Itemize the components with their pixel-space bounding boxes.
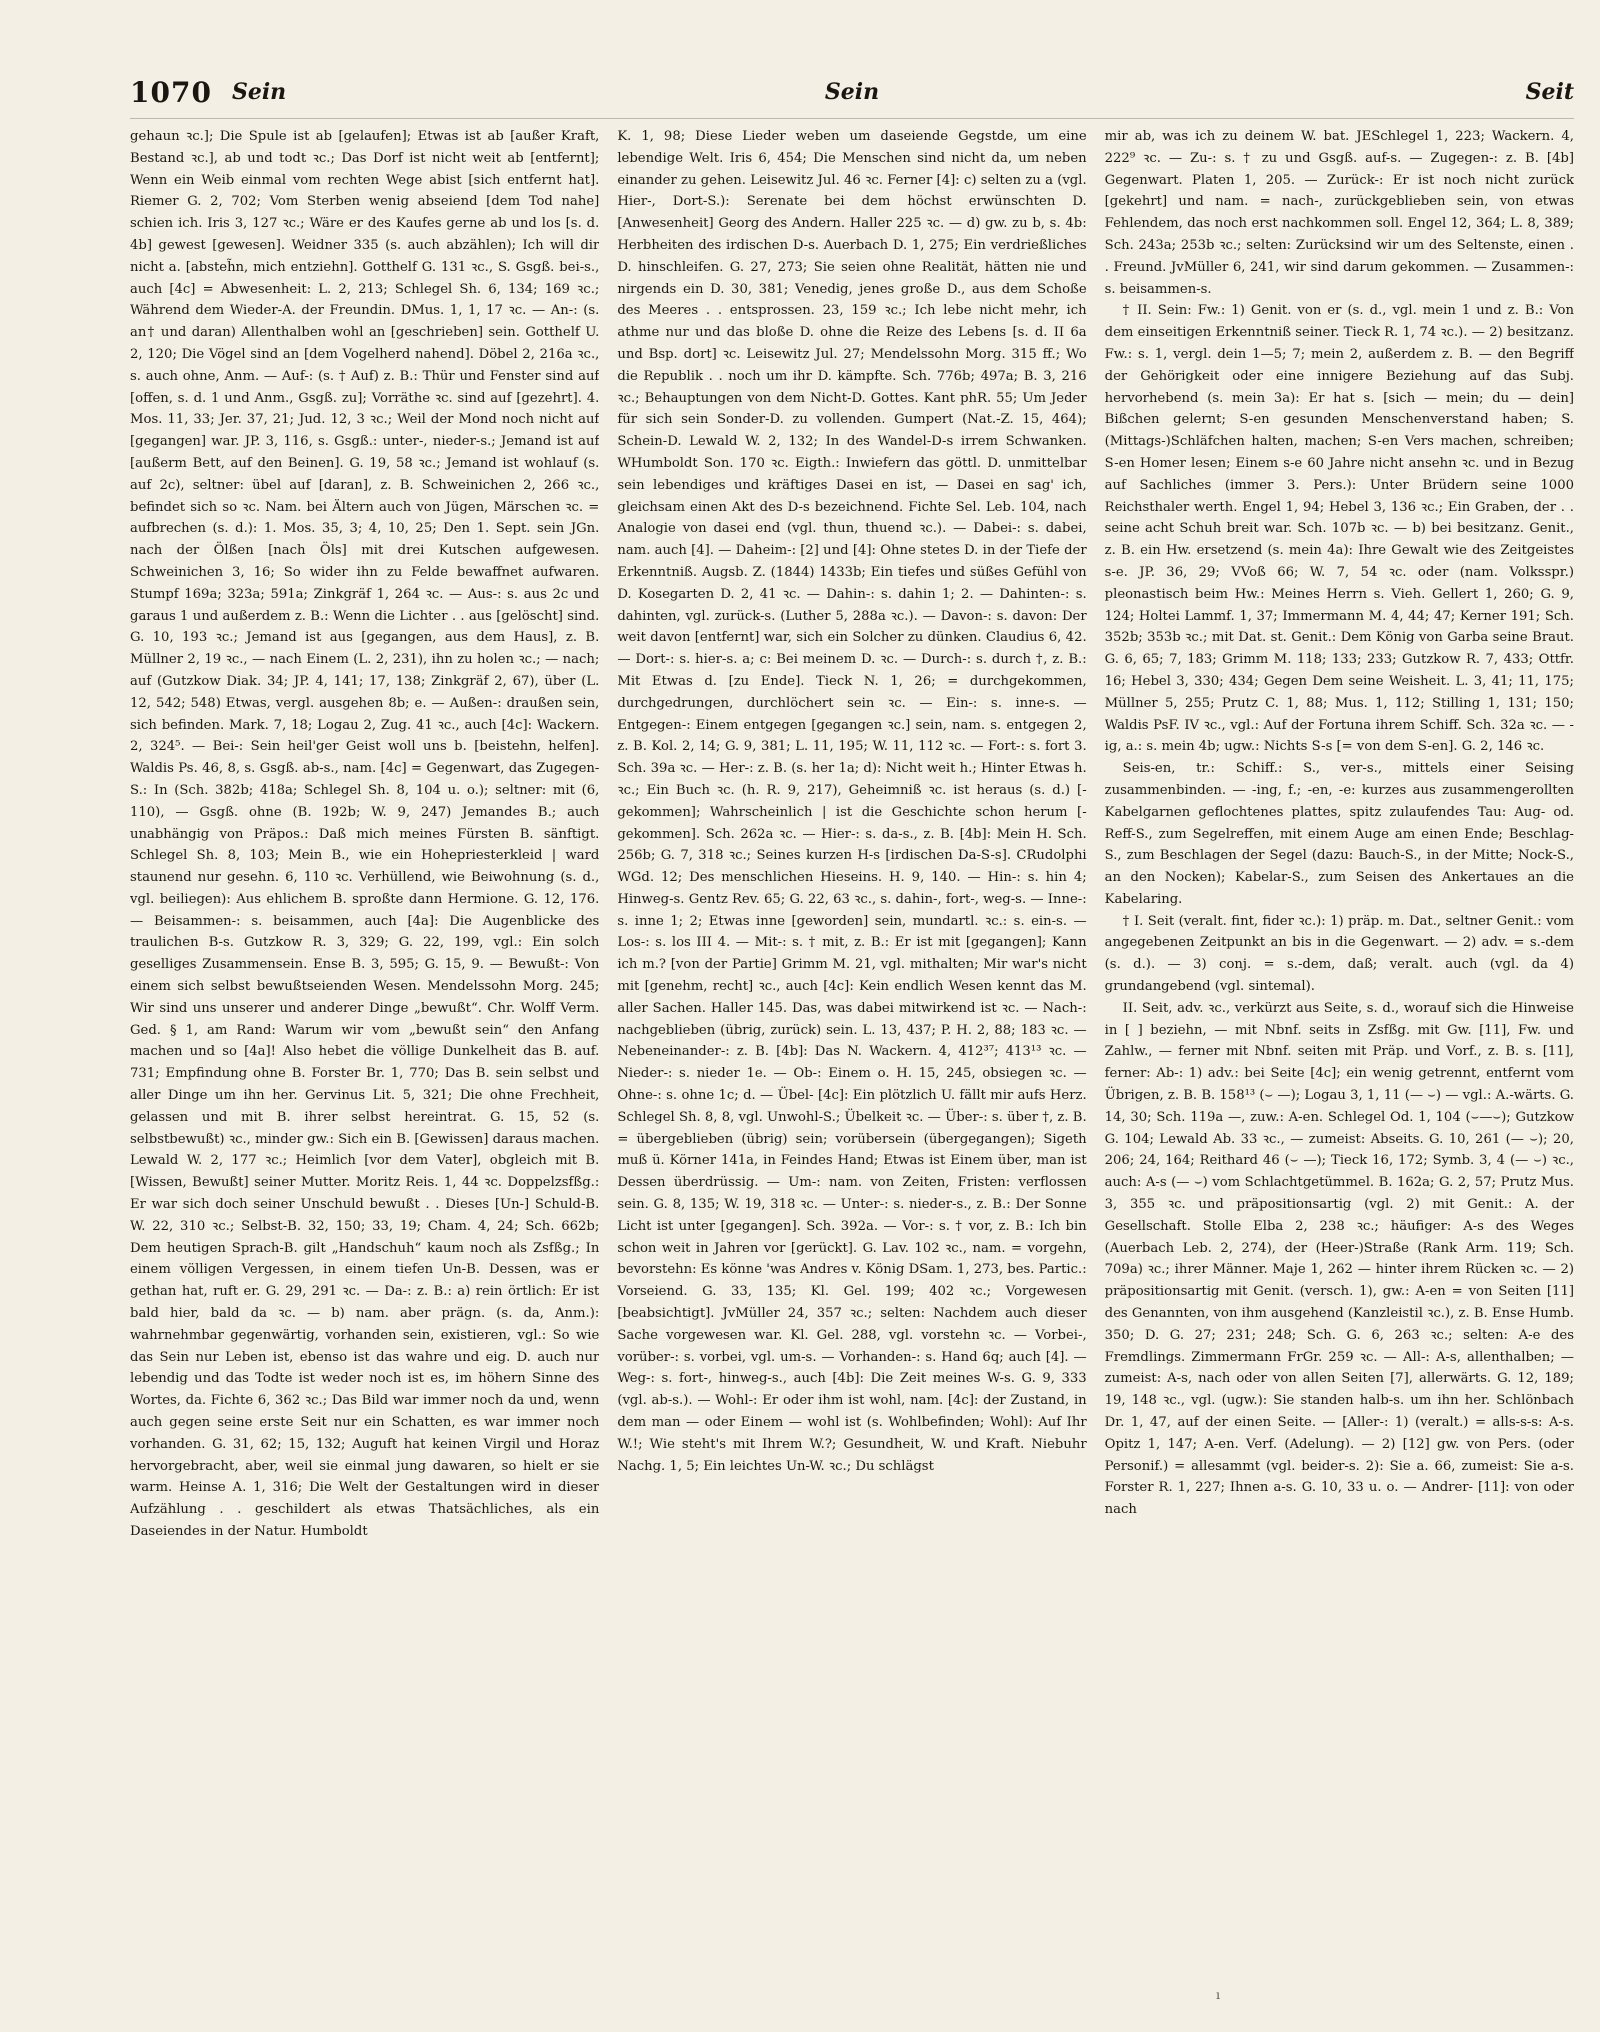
text-columns — [130, 126, 1574, 2012]
column-text: gehaun ꝛc.]; Die Spule ist ab [gelaufen]; Etwas ist ab [außer Kraft, Bestand ꝛc.], ab und todt ꝛc.; Das Dorf ist nicht weit ab [entfernt]; Wenn ein Weib einmal vom rechten Wege abist [sich entfernt hat]. Riemer G. 2, 702; Vom Sterben wenig abseiend [dem Tod nahe] schien ich. Iris 3, 127 ꝛc.; Wäre er des Kaufes gerne ab und los [s. d. 4b] gewest [gewesen]. Weidner 335 (s. auch abzählen); Ich will dir nicht a. [absteh̃n, mich entziehn]. Gotthelf G. 131 ꝛc., S. Gsgß. bei-s., auch [4c] = Abwesenheit: L. 2, 213; Schlegel Sh. 6, 134; 169 ꝛc.; Während dem Wieder-A. der Freundin. DMus. 1, 1, 17 ꝛc. — An-: (s. an† und daran) Allenthalben wohl an [geschrieben] sein. Gotthelf U. 2, 120; Die Vögel sind an [dem Vogelherd nahend]. Döbel 2, 216a ꝛc., s. auch ohne, Anm. — Auf-: (s. † Auf) z. B.: Thür und Fenster sind auf [offen, s. d. 1 und Anm., Gsgß. zu]; Vorräthe ꝛc. sind auf [gezehrt]. 4. Mos. 11, 33; Jer. 37, 21; Jud. 12, 3 ꝛc.; Weil der Mond noch nicht auf [gegangen] war. JP. 3, 116, s. Gsgß.: unter-, nieder-s.; Jemand ist auf [außerm Bett, auf den Beinen]. G. 19, 58 ꝛc.; Jemand ist wohlauf (s. auf 2c), seltner: übel auf [daran], z. B. Schweinichen 2, 266 ꝛc., befindet sich so ꝛc. Nam. bei Ältern auch von Jügen, Märschen ꝛc. = aufbrechen (s. d.): 1. Mos. 35, 3; 4, 10, 25; Den 1. Sept. sein JGn. nach der Ölßen [nach Öls] mit drei Kutschen aufgewesen. Schweinichen 3, 16; So wider ihn zu Felde bewaffnet aufwaren. Stumpf 169a; 323a; 591a; Zinkgräf 1, 264 ꝛc. — Aus-: s. aus 2c und garaus 1 und außerdem z. B.: Wenn die Lichter . . aus [gelöscht] sind. G. 10, 193 ꝛc.; Jemand ist aus [gegangen, aus dem Haus], z. B. Müllner 2, 19 ꝛc., — nach Einem (L. 2, 231), ihn zu holen ꝛc.; — nach; auf (Gutzkow Diak. 34; JP. 4, 141; 17, 138; Zinkgräf 2, 67), über (L. 12, 542; 548) Etwas, vergl. ausgehen 8b; e. — Außen-: draußen sein, sich befinden. Mark. 7, 18; Logau 2, Zug. 41 ꝛc., auch [4c]: Wackern. 2, 324⁵. — Bei-: Sein heil'ger Geist woll uns b. [beistehn, helfen]. Waldis Ps. 46, 8, s. Gsgß. ab-s., nam. [4c] = Gegenwart, das Zugegen-S.: In (Sch. 382b; 418a; Schlegel Sh. 8, 104 u. o.); seltner: mit (6, 110), — Gsgß. ohne (B. 192b; W. 9, 247) Jemandes B.; auch unabhängig von Präpos.: Daß mich meines Fürsten B. sänftigt. Schlegel Sh. 8, 103; Mein B., wie ein Hohepriesterkleid | ward staunend nur gesehn. 6, 110 ꝛc. Verhüllend, wie Beiwohnung (s. d., vgl. beiliegen): Aus ehlichem B. sproßte dann Hermione. G. 12, 176. — Beisammen-: s. beisammen, auch [4a]: Die Augenblicke des traulichen B-s. Gutzkow R. 3, 329; G. 22, 199, vgl.: Ein solch geselliges Zusammensein. Ense B. 3, 595; G. 15, 9. — Bewußt-: Von einem sich selbst bewußtseienden Wesen. Mendelssohn Morg. 245; Wir sind uns unserer und anderer Dinge „bewußt“. Chr. Wolff Verm. Ged. § 1, am Rand: Warum wir vom „bewußt sein“ den Anfang machen und so [4a]! Also hebet die völlige Dunkelheit das B. auf. 731; Empfindung ohne B. Forster Br. 1, 770; Das B. sein selbst und aller Dinge um ihn her. Gervinus Lit. 5, 321; Die ohne Frechheit, gelassen und mit B. ihrer selbst hereintrat. G. 15, 52 (s. selbstbewußt) ꝛc., minder gw.: Sich ein B. [Gewissen] daraus machen. Lewald W. 2, 177 ꝛc.; Heimlich [vor dem Vater], obgleich mit B. [Wissen, Bewußt] seiner Mutter. Moritz Reis. 1, 44 ꝛc. Doppelzsfßg.: Er war sich doch seiner Unschuld bewußt . . Dieses [Un-] Schuld-B. W. 22, 310 ꝛc.; Selbst-B. 32, 150; 33, 19; Cham. 4, 24; Sch. 662b; Dem heutigen Sprach-B. gilt „Handschuh“ kaum noch als Zsfßg.; In einem völligen Vergessen, in einem tiefen Un-B. Dessen, was er gethan hat, ruft er. G. 29, 291 ꝛc. — Da-: z. B.: a) rein örtlich: Er ist bald hier, bald da ꝛc. — b) nam. aber prägn. (s. da, Anm.): wahrnehmbar gegenwärtig, vorhanden sein, existieren, vgl.: So wie das Sein nur Leben ist, ebenso ist das wahre und eig. D. auch nur lebendig und das Todte ist weder noch ist es, im höhern Sinne des Wortes, da. Fichte 6, 362 ꝛc.; Das Bild war immer noch da und, wenn auch gegen seine erste Seit nur ein Schatten, es war immer noch vorhanden. G. 31, 62; 15, 132; Auguft hat keinen Virgil und Horaz hervorgebracht, aber, weil sie einmal jung dawaren, so hielt er sie warm. Heinse A. 1, 316; Die Welt der Gestaltungen wird in dieser Aufzählung . . geschildert als etwas Thatsächliches, als ein Daseiendes in der Natur. Humboldt — [130, 129, 600, 1539]
column-text: K. 1, 98; Diese Lieder weben um daseiende Gegstde, um eine lebendige Welt. Iris 6, 454; Die Menschen sind nicht da, um neben einander zu gehen. Leisewitz Jul. 46 ꝛc. Ferner [4]: c) selten zu a (vgl. Hier-, Dort-S.): Serenate bei dem höchst erwünschten D. [Anwesenheit] Georg des Andern. Haller 225 ꝛc. — d) gw. zu b, s. 4b: Herbheiten des irdischen D-s. Auerbach D. 1, 275; Ein verdrießliches D. hinschleifen. G. 27, 273; Sie seien ohne Realität, hätten nie und nirgends ein D. 30, 381; Venedig, jenes große D., aus dem Schoße des Meeres . . entsprossen. 23, 159 ꝛc.; Ich lebe nicht mehr, ich athme nur und das bloße D. ohne die Reize des Lebens [s. d. II 6a und Bsp. dort] ꝛc. Leisewitz Jul. 27; Mendelssohn Morg. 315 ff.; Wo die Republik . . noch um ihr D. kämpfte. Sch. 776b; 497a; B. 3, 216 ꝛc.; Behauptungen von dem Nicht-D. Gottes. Kant phR. 55; Um Jeder für sich sein Sonder-D. zu vollenden. Gumpert (Nat.-Z. 15, 464); Schein-D. Lewald W. 2, 132; In des Wandel-D-s irrem Schwanken. WHumboldt Son. 170 ꝛc. Eigth.: Inwiefern das göttl. D. unmittelbar sein lebendiges und kräftiges Dasei en ist, — Dasei en sag' ich, gleichsam einen Akt des D-s bezeichnend. Fichte Sel. Leb. 104, nach Analogie von dasei end (vgl. thun, thuend ꝛc.). — Dabei-: s. dabei, nam. auch [4]. — Daheim-: [2] und [4]: Ohne stetes D. in der Tiefe der Erkenntniß. Augsb. Z. (1844) 1433b; Ein tiefes und süßes Gefühl von D. Kosegarten D. 2, 41 ꝛc. — Dahin-: s. dahin 1; 2. — Dahinten-: s. dahinten, vgl. zurück-s. (Luther 5, 288a ꝛc.). — Davon-: s. davon: Der weit davon [entfernt] war, sich ein Solcher zu dünken. Claudius 6, 42. — Dort-: s. hier-s. a; c: Bei meinem D. ꝛc. — Durch-: s. durch †, z. B.: Mit Etwas d. [zu Ende]. Tieck N. 1, 26; = durchgekommen, durchgedrungen, durchlöchert sein ꝛc. — Ein-: s. inne-s. — Entgegen-: Einem entgegen [gegangen ꝛc.] sein, nam. s. entgegen 2, z. B. Kol. 2, 14; G. 9, 381; L. 11, 195; W. 11, 112 ꝛc. — Fort-: s. fort 3. Sch. 39a ꝛc. — Her-: z. B. (s. her 1a; d): Nicht weit h.; Hinter Etwas h. ꝛc.; Ein Buch ꝛc. (h. R. 9, 217), Geheimniß ꝛc. ist heraus (s. d.) [-gekommen]; Wahrscheinlich | ist die Geschichte schon herum [-gekommen]. Sch. 262a ꝛc. — Hier-: s. da-s., z. B. [4b]: Mein H. Sch. 256b; G. 7, 318 ꝛc.; Seines kurzen H-s [irdischen Da-S-s]. CRudolphi WGd. 12; Des menschlichen Hieseins. H. 9, 140. — Hin-: s. hin 4; Hinweg-s. Gentz Rev. 65; G. 22, 63 ꝛc., s. dahin-, fort-, weg-s. — Inne-: s. inne 1; 2; Etwas inne [geworden] sein, mundartl. ꝛc.: s. ein-s. — Los-: s. los III 4. — Mit-: s. † mit, z. B.: Er ist mit [gegangen]; Kann ich m.? [von der Partie] Grimm M. 21, vgl. mithalten; Mir war's nicht mit [genehm, recht] ꝛc., auch [4c]: Kein endlich Wesen kennt das M. aller Sachen. Haller 145. Das, was dabei mitwirkend ist ꝛc. — Nach-: nachgeblieben (übrig, zurück) sein. L. 13, 437; P. H. 2, 88; 183 ꝛc. — Nebeneinander-: z. B. [4b]: Das N. Wackern. 4, 412³⁷; 413¹³ ꝛc. — Nieder-: s. nieder 1e. — Ob-: Einem o. H. 15, 245, obsiegen ꝛc. — Ohne-: s. ohne 1c; d. — Übel- [4c]: Ein plötzlich U. fällt mir aufs Herz. Schlegel Sh. 8, 8, vgl. Unwohl-S.; Übelkeit ꝛc. — Über-: s. über †, z. B. = übergeblieben (übrig) sein; vorübersein (übergegangen); Sigeth muß ü. Körner 141a, in Feindes Hand; Etwas ist Einem über, man ist Dessen überdrüssig. — Um-: nam. von Zeiten, Fristen: verflossen sein. G. 8, 135; W. 19, 318 ꝛc. — Unter-: s. nieder-s., z. B.: Der Sonne Licht ist unter [gegangen]. Sch. 392a. — Vor-: s. † vor, z. B.: Ich bin schon weit in Jahren vor [gerückt]. G. Lav. 102 ꝛc., nam. = vorgehn, bevorstehn: Es könne 'was Andres v. König DSam. 1, 273, bes. Partic.: Vorseiend. G. 33, 135; Kl. Gel. 199; 402 ꝛc.; Vorgewesen [beabsichtigt]. JvMüller 24, 357 ꝛc.; selten: Nachdem auch dieser Sache vorgewesen war. Kl. Gel. 288, vgl. vorstehn ꝛc. — Vorbei-, vorüber-: s. vorbei, vgl. um-s. — Vorhanden-: s. Hand 6q; auch [4]. — Weg-: s. fort-, hinweg-s., auch [4b]: Die Zeit meines W-s. G. 9, 333 (vgl. ab-s.). — Wohl-: Er oder ihm ist wohl, nam. [4c]: der Zustand, in dem man — oder Einem — wohl ist (s. Wohlbefinden; Wohl): Auf Ihr W.!; Wie steht's mit Ihrem W.?; Gesundheit, W. und Kraft. Niebuhr Nachg. 1, 5; Ein leichtes Un-W. ꝛc.; Du schlägst — [617, 129, 1087, 1474]
entry-seit-i: † I. Seit (veralt. fint, fider ꝛc.): 1) präp. m. Dat., seltner Genit.: vom angegebenen Zeitpunkt an bis in die Gegenwart. — 2) adv. = s.-dem (s. d.). — 3) conj. = s.-dem, daß; veralt. auch (vgl. da 4) grundangebend (vgl. sintemal). — [1104, 913, 1574, 995]
column-middle — [617, 126, 1086, 2012]
entry-sein-ii: † II. Sein: Fw.: 1) Genit. von er (s. d., vgl. mein 1 und z. B.: Von dem einseitigen Erkenntniß seiner. Tieck R. 1, 74 ꝛc.). — 2) besitzanz. Fw.: s. 1, vergl. dein 1—5; 7; mein 2, außerdem z. B. — den Begriff der Gehörigkeit oder eine innigere Beziehung auf das Subj. hervorhebend (s. mein 3a): Er hat s. [sich — mein; du — dein] Bißchen gelernt; S-en gesunden Menschenverstand haben; S. (Mittags-)Schläfchen halten, machen; S-en Vers machen, schreiben; S-en Homer lesen; Einem s-e 60 Jahre nicht ansehn ꝛc. und in Bezug auf Sachliches (immer 3. Pers.): Unter Brüdern seine 1000 Reichsthaler werth. Engel 1, 94; Hebel 3, 136 ꝛc.; Ein Graben, der . . seine acht Schuh breit war. Sch. 107b ꝛc. — b) bei besitzanz. Genit., z. B. ein Hw. ersetzend (s. mein 4a): Ihre Gewalt wie des Zeitgeistes s-e. JP. 36, 29; VVoß 66; W. 7, 54 ꝛc. oder (nam. Volksspr.) pleonastisch beim Hw.: Meines Herrn s. Vieh. Gellert 1, 260; G. 9, 124; Holtei Lammf. 1, 37; Immermann M. 4, 44; 47; Kerner 191; Sch. 352b; 353b ꝛc.; mit Dat. st. Genit.: Dem König von Garba seine Braut. G. 6, 65; 7, 183; Grimm M. 118; 133; 233; Gutzkow R. 7, 433; Ottfr. 16; Hebel 3, 330; 434; Gegen Dem seine Weisheit. L. 3, 41; 11, 175; Müllner 5, 255; Prutz C. 1, 88; Mus. 1, 112; Stilling 1, 131; 150; Waldis PsF. IV ꝛc., vgl.: Auf der Fortuna ihrem Schiff. Sch. 32a ꝛc. — -ig, a.: s. mein 4b; ugw.: Nichts S-s [= von dem S-en]. G. 2, 146 ꝛc. — [1104, 303, 1574, 755]
guide-word-center: Sein — [824, 79, 880, 105]
header-rule — [130, 118, 1574, 119]
guide-word-right: Seit — [1525, 79, 1574, 105]
column-text: mir ab, was ich zu deinem W. bat. JESchlegel 1, 223; Wackern. 4, 222⁹ ꝛc. — Zu-: s. † zu und Gsgß. auf-s. — Zugegen-: z. B. [4b] Gegenwart. Platen 1, 205. — Zurück-: Er ist noch nicht zurück [gekehrt] und nam. = nach-, zurückgeblieben sein, von etwas Fehlendem, das noch erst nachkommen soll. Engel 12, 364; L. 8, 389; Sch. 243a; 253b ꝛc.; selten: Zurücksind wir um des Seltenste, einen . . Freund. JvMüller 6, 241, wir sind darum gekommen. — Zusammen-: s. beisammen-s. — [1104, 129, 1574, 297]
footer-mark: ı — [1216, 1988, 1220, 2002]
column-left — [130, 126, 599, 2012]
page-number: 1070 — [130, 75, 212, 109]
guide-word-left: Sein — [231, 79, 287, 105]
column-right — [1105, 126, 1574, 2012]
entry-seit-ii: II. Seit, adv. ꝛc., verkürzt aus Seite, s. d., worauf sich die Hinweise in [ ] beziehn, — mit Nbnf. seits in Zsfßg. mit Gw. [11], Fw. und Zahlw., — ferner mit Nbnf. seiten mit Präp. und Vorf., z. B. s. [11], ferner: Ab-: 1) adv.: bei Seite [4c]; ein wenig getrennt, entfernt vom Übrigen, z. B. B. 158¹³ (⌣ —); Logau 3, 1, 11 (— ⌣) — vgl.: A.-wärts. G. 14, 30; Sch. 119a —, zuw.: A-en. Schlegel Od. 1, 104 (⌣—⌣); Gutzkow G. 104; Lewald Ab. 33 ꝛc., — zumeist: Abseits. G. 10, 261 (— ⌣); 20, 206; 24, 164; Reithard 46 (⌣ —); Tieck 16, 172; Symb. 3, 4 (— ⌣) ꝛc., auch: A-s (— ⌣) vom Schlachtgetümmel. B. 162a; G. 2, 57; Prutz Mus. 3, 355 ꝛc. und präpositionsartig (vgl. 2) mit Genit.: A. der Gesellschaft. Stolle Elba 2, 238 ꝛc.; häufiger: A-s des Weges (Auerbach Leb. 2, 274), der (Heer-)Straße (Rank Arm. 119; Sch. 709a) ꝛc.; ihrer Männer. Maje 1, 262 — hinter ihrem Rücken ꝛc. — 2) präpositionsartig mit Genit. (versch. 1), gw.: A-en = von Seiten [11] des Genannten, von ihm ausgehend (Kanzleistil ꝛc.), z. B. Ense Humb. 350; D. G. 27; 231; 248; Sch. G. 6, 263 ꝛc.; selten: A-e des Fremdlings. Zimmermann FrGr. 259 ꝛc. — All-: A-s, allenthalben; — zumeist: A-s, nach oder von allen Seiten [7], allerwärts. G. 12, 189; 19, 148 ꝛc., vgl. (ugw.): Sie standen halb-s. um ihn her. Schlönbach Dr. 1, 47, auf der einen Seite. — [Aller-: 1) (veralt.) = alls-s-s: A-s. Opitz 1, 147; A-en. Verf. (Adelung). — 2) [12] gw. von Pers. (oder Personif.) = allesammt (vgl. beider-s. 2): Sie a. 66, zumeist: Sie a-s. Forster R. 1, 227; Ihnen a-s. G. 10, 33 u. o. — Andrer- [11]: von oder nach — [1104, 1000, 1574, 1518]
page-header — [130, 72, 1574, 112]
entry-seisen: Seis-en, tr.: Schiff.: S., ver-s., mittels einer Seising zusammenbinden. — -ing, f.; -en, -e: kurzes aus zusammengerollten Kabelgarnen geflochtenes plattes, spitz zulaufendes Tau: Aug- od. Reff-S., zum Segelreffen, mit einem Auge am einen Ende; Beschlag-S., zum Beschlagen der Segel (dazu: Bauch-S., in der Mitte; Nock-S., an den Nocken); Kabelar-S., zum Seisen des Ankertaues an die Kabelaring. — [1104, 761, 1574, 907]
